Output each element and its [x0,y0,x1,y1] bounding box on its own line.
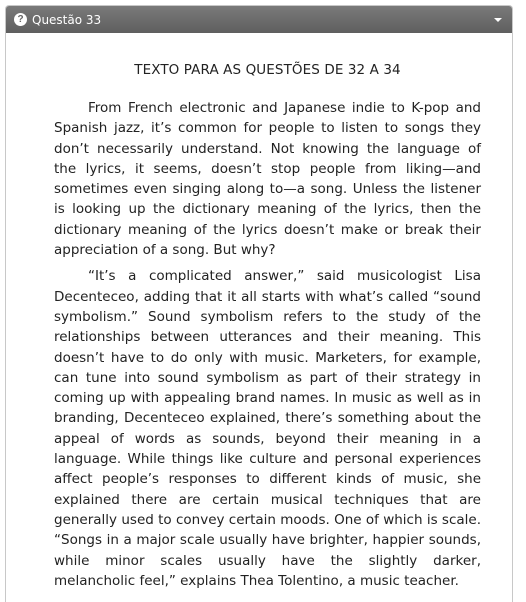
question-body [6,33,512,591]
text-heading: TEXTO PARA AS QUESTÕES DE 32 A 34 [134,62,401,78]
question-panel [5,5,513,602]
caret-down-icon[interactable] [494,18,502,22]
text-paragraph-2: “It’s a complicated answer,” said musicologist Lisa Decenteceo, adding that it all starts with what’s called “sound symbolism.” Sound symbolism refers to the study of the relationships between utterances and their meaning. This doesn’t have to do only with music. Marketers, for example, can tune into sound symbolism as part of their strategy in coming up with appealing brand names. In music as well as in branding, Decenteceo explained, there’s something about the appeal of words as sounds, beyond their meaning in a language. While things like culture and personal experiences affect people’s responses to different kinds of music, she explained there are certain musical techniques that are generally used to convey certain moods. One of which is scale. “Songs in a major scale usually have brighter, happier sounds, while minor scales usually have the slightly darker, melancholic feel,” explains Thea Tolentino, a music teacher. [54,268,481,589]
question-title: Questão 33 [32,12,102,27]
question-panel-header[interactable] [6,6,512,33]
text-paragraph-1: From French electronic and Japanese indie to K-pop and Spanish jazz, it’s common for people to listen to songs they don’t necessarily understand. Not knowing the language of the lyrics, it seems, doesn’t stop people from liking—and sometimes even singing along to—a song. Unless the listener is looking up the dictionary meaning of the lyrics, then the dictionary meaning of the lyrics doesn’t make or break their appreciation of a song. But why? [54,100,481,259]
question-circle-icon: ? [14,13,27,26]
